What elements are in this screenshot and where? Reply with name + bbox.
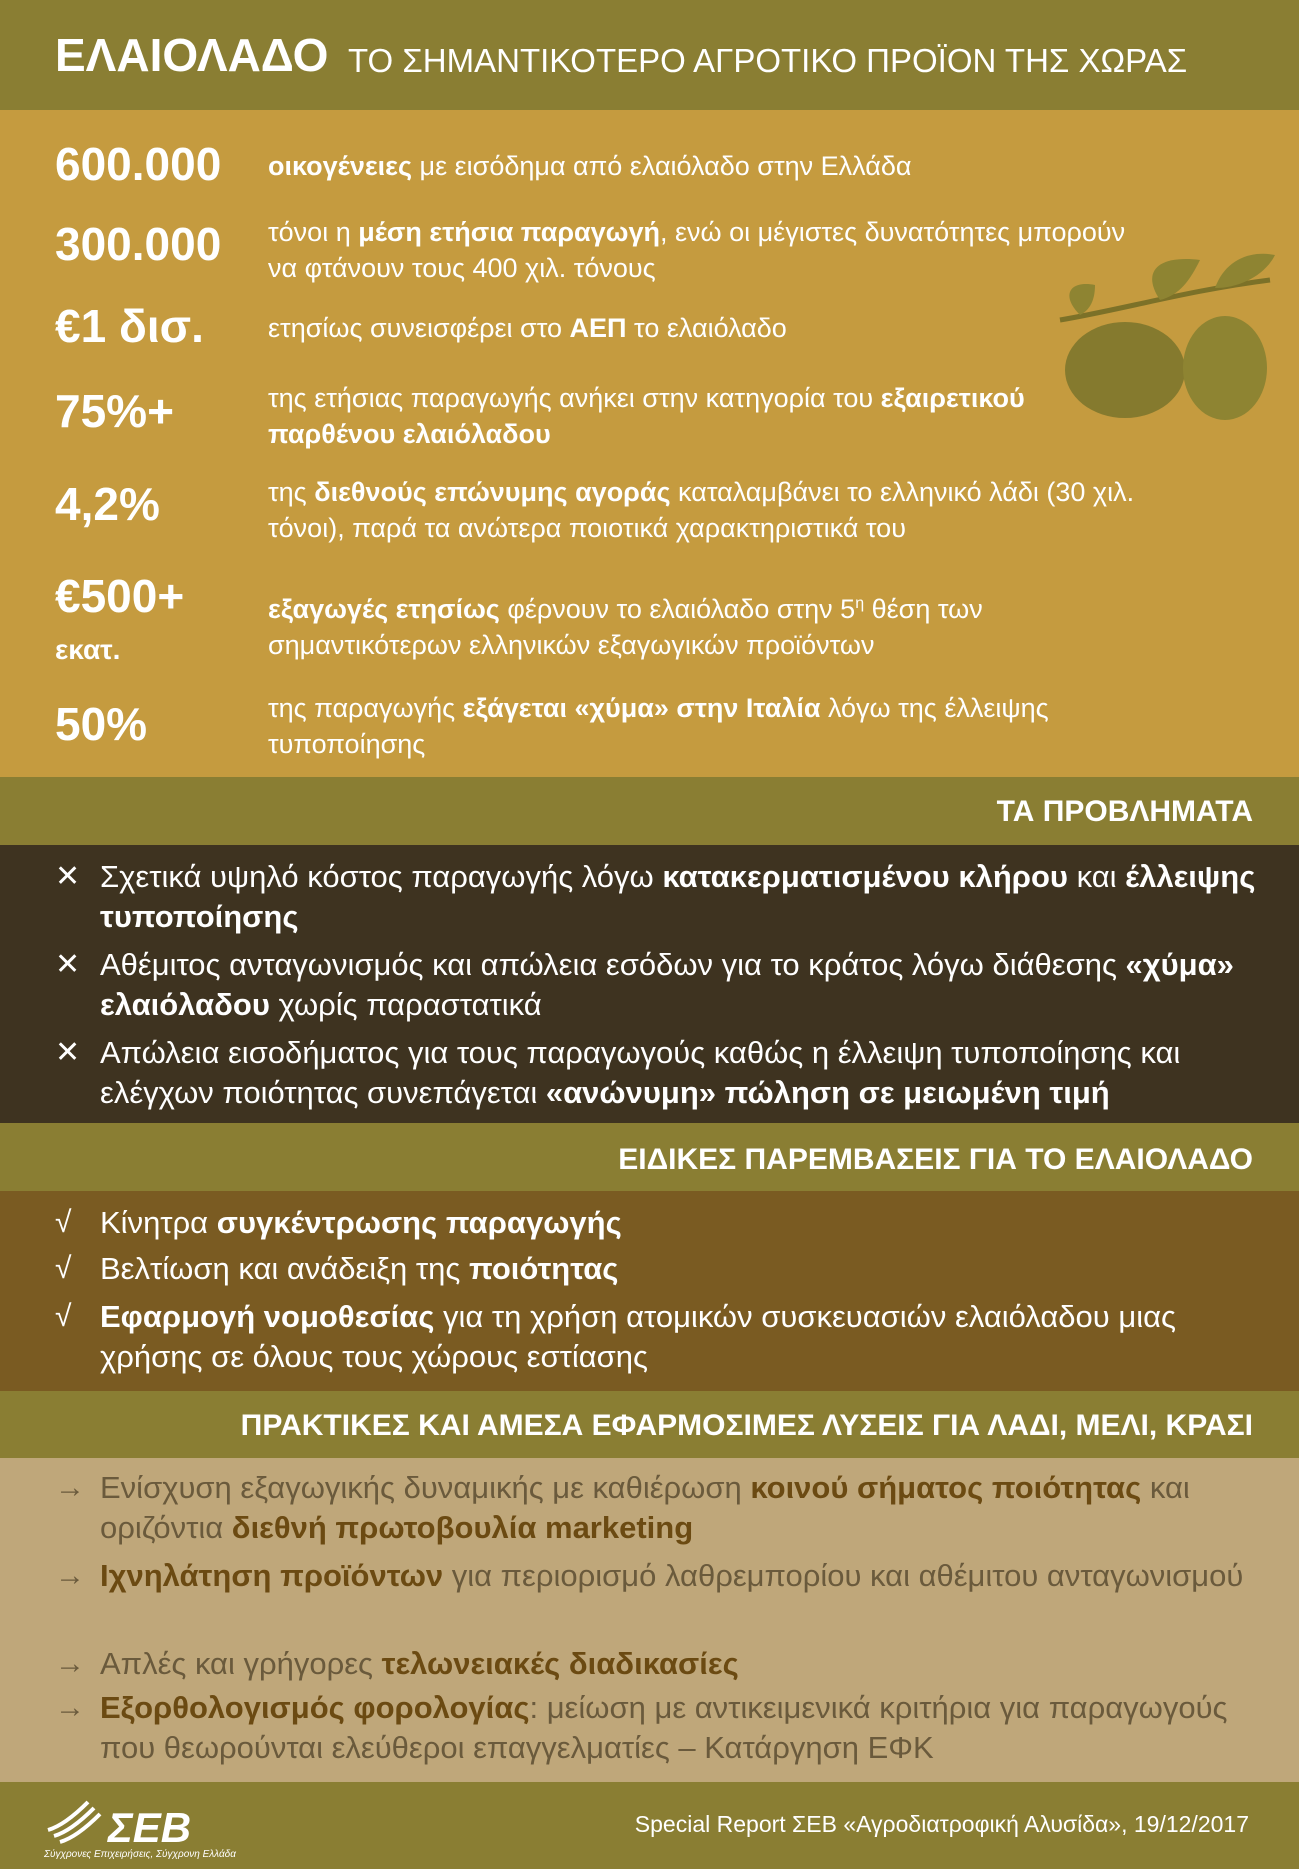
stat-value: 300.000 <box>55 218 222 270</box>
list-item: Βελτίωση και ανάδειξη της ποιότητας <box>100 1251 619 1286</box>
section-title: ΤΑ ΠΡΟΒΛΗΜΑΤΑ <box>996 795 1253 828</box>
stat-description: τόνοι η μέση ετήσια παραγωγή, ενώ οι μέγιστες δυνατότητες μπορούν να φτάνουν τους 400 χιλ. τόνους <box>268 217 1126 283</box>
check-icon: √ <box>55 1252 72 1285</box>
cross-icon: ✕ <box>55 860 81 893</box>
arrow-right-icon: → <box>55 1559 85 1592</box>
list-item: Εφαρμογή νομοθεσίας για τη χρήση ατομικών συσκευασιών ελαιόλαδου μιας χρήσης σε όλους τους χώρους εστίασης <box>100 1299 1176 1374</box>
page-subtitle: ΤΟ ΣΗΜΑΝΤΙΚΟΤΕΡΟ ΑΓΡΟΤΙΚΟ ΠΡΟΪΟΝ ΤΗΣ ΧΩΡΑΣ <box>348 42 1188 79</box>
solutions-section <box>0 1458 1299 1782</box>
solutions-header <box>0 1391 1299 1458</box>
stat-description: οικογένειες με εισόδημα από ελαιόλαδο στην Ελλάδα <box>268 151 912 181</box>
list-item: Σχετικά υψηλό κόστος παραγωγής λόγω κατακερματισμένου κλήρου και έλλειψης τυποποίησης <box>100 859 1256 934</box>
stat-value: 600.000 <box>55 138 222 190</box>
section-title: ΠΡΑΚΤΙΚΕΣ ΚΑΙ ΑΜΕΣΑ ΕΦΑΡΜΟΣΙΜΕΣ ΛΥΣΕΙΣ ΓΙΑ ΛΑΔΙ, ΜΕΛΙ, ΚΡΑΣΙ <box>240 1409 1253 1442</box>
source-citation: Special Report ΣΕΒ «Αγροδιατροφική Αλυσίδα», 19/12/2017 <box>634 1811 1249 1837</box>
list-item: Κίνητρα συγκέντρωσης παραγωγής <box>100 1205 622 1240</box>
stats-section <box>0 110 1299 777</box>
stat-value: 75%+ <box>55 385 174 437</box>
list-item: Ενίσχυση εξαγωγικής δυναμικής με καθιέρωση κοινού σήματος ποιότητας και οριζόντια διεθνή πρωτοβουλία marketing <box>100 1470 1190 1545</box>
arrow-right-icon: → <box>55 1471 85 1504</box>
cross-icon: ✕ <box>55 1036 81 1069</box>
stat-value: €1 δισ. <box>55 300 204 352</box>
stat-description: της ετήσιας παραγωγής ανήκει στην κατηγορία του εξαιρετικού παρθένου ελαιόλαδου <box>268 383 1025 449</box>
list-item: Αθέμιτος ανταγωνισμός και απώλεια εσόδων για το κράτος λόγω διάθεσης «χύμα» ελαιόλαδου χωρίς παραστατικά <box>100 947 1234 1022</box>
list-item: Απλές και γρήγορες τελωνειακές διαδικασίες <box>100 1646 739 1681</box>
cross-icon: ✕ <box>55 948 81 981</box>
logo-tagline: Σύγχρονες Επιχειρήσεις, Σύγχρονη Ελλάδα <box>44 1849 236 1860</box>
list-item: Ιχνηλάτηση προϊόντων για περιορισμό λαθρεμπορίου και αθέμιτου ανταγωνισμού <box>100 1558 1244 1593</box>
stat-description: εξαγωγές ετησίως φέρνουν το ελαιόλαδο στην $5^\eta$ θέση των σημαντικότερων ελληνικών εξαγωγικών προϊόντων <box>268 594 983 660</box>
list-item: Εξορθολογισμός φορολογίας: μείωση με αντικειμενικά κριτήρια για παραγωγούς που θεωρούνται ελεύθεροι επαγγελματίες – Κατάργηση ΕΦΚ <box>100 1690 1228 1765</box>
check-icon: √ <box>55 1300 72 1333</box>
stat-description: της παραγωγής εξάγεται «χύμα» στην Ιταλία λόγω της έλλειψης τυποποίησης <box>268 693 1049 759</box>
interventions-header <box>0 1123 1299 1191</box>
title-bar <box>0 0 1299 110</box>
list-item: Απώλεια εισοδήματος για τους παραγωγούς καθώς η έλλειψη τυποποίησης και ελέγχων ποιότητας συνεπάγεται «ανώνυμη» πώληση σε μειωμένη τιμή <box>100 1035 1181 1110</box>
stat-description: ετησίως συνεισφέρει στο ΑΕΠ το ελαιόλαδο <box>268 313 787 343</box>
interventions-section <box>0 1191 1299 1391</box>
logo: ΣΕΒ <box>108 1804 192 1851</box>
stat-value: 50% <box>55 698 148 750</box>
problems-header <box>0 777 1299 845</box>
stat-value: 4,2% <box>55 478 160 530</box>
check-icon: √ <box>55 1206 72 1239</box>
arrow-right-icon: → <box>55 1647 85 1680</box>
problems-section <box>0 845 1299 1123</box>
page-title: ΕΛΑΙΟΛΑΔΟ <box>55 29 329 81</box>
section-title: ΕΙΔΙΚΕΣ ΠΑΡΕΜΒΑΣΕΙΣ ΓΙΑ ΤΟ ΕΛΑΙΟΛΑΔΟ <box>618 1143 1253 1176</box>
stat-value: €500+ <box>55 570 185 622</box>
arrow-right-icon: → <box>55 1691 85 1724</box>
stat-description: της διεθνούς επώνυμης αγοράς καταλαμβάνει το ελληνικό λάδι (30 χιλ. τόνοι), παρά τα ανώτερα ποιοτικά χαρακτηριστικά του <box>268 477 1135 543</box>
seb-logo-icon <box>44 1800 104 1844</box>
stat-unit: εκατ. <box>55 634 121 665</box>
